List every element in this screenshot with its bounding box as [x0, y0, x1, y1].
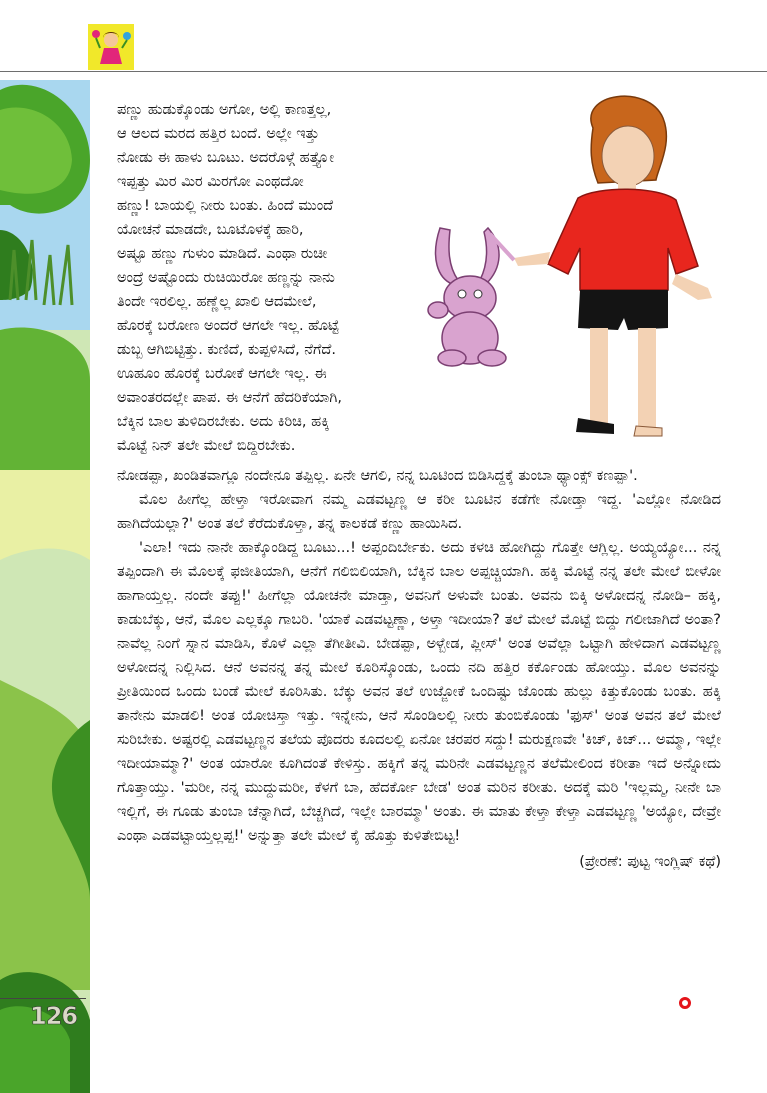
story-line: ಆ ಆಲದ ಮರದ ಹತ್ತಿರ ಬಂದೆ. ಅಲ್ಲೇ ಇತ್ತು: [117, 126, 320, 142]
story-line: ಬೆಕ್ಕಿನ ಬಾಲ ತುಳಿದಿರಬೇಕು. ಅದು ಕಿರಿಚಿ, ಹಕ್ಕಿ: [117, 414, 330, 430]
story-line: ನೋಡು ಈ ಹಾಳು ಬೂಟು. ಅದರೊಳ್ಗೆ ಹತ್ತ್ಯೋ: [117, 150, 335, 166]
story-line: ಊಹೂಂ ಹೊರಕ್ಕೆ ಬರೋಕೆ ಆಗಲೇ ಇಲ್ಲ. ಈ: [117, 366, 327, 382]
story-signature: (ಪ್ರೇರಣೆ: ಪುಟ್ಟ ಇಂಗ್ಲಿಷ್ ಕಥೆ): [579, 854, 721, 870]
story-paragraph: 'ಎಲಾ! ಇದು ನಾನೇ ಹಾಕ್ಕೊಂಡಿದ್ದ ಬೂಟು...! ಅಪ್ಪಂದಿರ್ಬೇಕು. ಅದು ಕಳಚಿ ಹೋಗಿದ್ದು ಗೊತ್ತೇ ಆಗ್ಲಿಲ್ಲ. ಅಯ್ಯಯ್ಯೋ... ನನ್ನ ತಪ್ಪಿಂದಾಗಿ ಈ ಮೊಲಕ್ಕೆ ಫಜೀತಿಯಾಗಿ, ಆನೆಗೆ ಗಲಿಬಿಲಿಯಾಗಿ, ಬೆಕ್ಕಿನ ಬಾಲ ಅಪ್ಪಚ್ಚಿಯಾಗಿ. ಹಕ್ಕಿ ಮೊಟ್ಟೆ ನನ್ನ ತಲೇ ಮೇಲೆ ಬೀಳೋ ಹಾಗಾಯ್ತಲ್ಲ. ನಂದೇ ತಪ್ಪು!' ಹೀಗೆಲ್ಲಾ ಯೋಚನೇ ಮಾಡ್ತಾ, ಅವನಿಗೆ ಅಳುವೇ ಬಂತು. ಅವನು ಬಿಕ್ಕಿ ಅಳೋದನ್ನ ನೋಡಿ– ಹಕ್ಕಿ, ಕಾಡುಬೆಕ್ಕು, ಆನೆ, ಮೊಲ ಎಲ್ಲಕ್ಕೂ ಗಾಬರಿ. 'ಯಾಕೆ ಎಡವಟ್ಟಣ್ಣಾ, ಅಳ್ತಾ ಇದೀಯಾ? ತಲೆ ಮೇಲೆ ಮೊಟ್ಟೆ ಬಿದ್ದು ಗಲೀಜಾಗಿದೆ ಅಂತಾ? ನಾವೆಲ್ಲ ನಿಂಗೆ ಸ್ನಾನ ಮಾಡಿಸಿ, ಕೊಳೆ ಎಲ್ಲಾ ತೆಗೀತೀವಿ. ಬೇಡಪ್ಪಾ, ಅಳ್ಬೇಡ, ಪ್ಲೀಸ್' ಅಂತ ಅವೆಲ್ಲಾ ಒಟ್ಟಾಗಿ ಹೇಳಿದಾಗ ಎಡವಟ್ಟಣ್ಣ ಅಳೋದನ್ನ ನಿಲ್ಲಿಸಿದ. ಆನೆ ಅವನನ್ನ ತನ್ನ ಮೇಲೆ ಕೂರಿಸ್ಕೊಂಡು, ಒಂದು ನದಿ ಹತ್ತಿರ ಕರ್ಕೊಂಡು ಹೋಯ್ತು. ಮೊಲ ಅವನನ್ನು ಪ್ರೀತಿಯಿಂದ ಒಂದು ಬಂಡೆ ಮೇಲೆ ಕೂರಿಸಿತು. ಬೆಕ್ಕು ಅವನ ತಲೆ ಉಜ್ಜೋಕೆ ಒಂದಿಷ್ಟು ಜೊಂಡು ಹುಲ್ಲು ಕಿತ್ತುಕೊಂಡು ಬಂತು. ಹಕ್ಕಿ ತಾನೇನು ಮಾಡಲಿ! ಅಂತ ಯೋಚಿಸ್ತಾ ಇತ್ತು. ಇನ್ನೇನು, ಆನೆ ಸೊಂಡಿಲಲ್ಲಿ ನೀರು ತುಂಬಿಕೊಂಡು 'ಫುಸ್' ಅಂತ ಅವನ ತಲೆ ಮೇಲೆ ಸುರಿಬೇಕು. ಅಷ್ಟರಲ್ಲಿ ಎಡವಟ್ಟಣ್ಣನ ತಲೆಯ ಪೊದರು ಕೂದಲಲ್ಲಿ ಏನೋ ಚರಪರ ಸದ್ದು! ಮರುಕ್ಷಣವೇ 'ಕಿಚ್, ಕಿಚ್... ಅಮ್ಮಾ, ಇಲ್ಲೇ ಇದೀಯಾಮ್ಮಾ?' ಅಂತ ಯಾರೋ ಕೂಗಿದಂತೆ ಕೇಳಿಸ್ತು. ಹಕ್ಕಿಗೆ ತನ್ನ ಮರಿನೇ ಎಡವಟ್ಟಣ್ಣನ ತಲೆಮೇಲಿಂದ ಕರೀತಾ ಇದೆ ಅನ್ನೋದು ಗೊತ್ತಾಯ್ತು. 'ಮರೀ, ನನ್ನ ಮುದ್ದುಮರೀ, ಕೆಳಗೆ ಬಾ, ಹೆದರ್ಕೋ ಬೇಡ' ಅಂತ ಮರಿನ ಕರೀತು. ಅದಕ್ಕೆ ಮರಿ 'ಇಲ್ಲಮ್ಮ, ನೀನೇ ಬಾ ಇಲ್ಲಿಗೆ, ಈ ಗೂಡು ತುಂಬಾ ಚೆನ್ನಾಗಿದೆ, ಬೆಚ್ಚಗಿದೆ, ಇಲ್ಲೇ ಬಾರಮ್ಮಾ' ಅಂತು. ಈ ಮಾತು ಕೇಳ್ತಾ ಕೇಳ್ತಾ ಎಡವಟ್ಟಣ್ಣ 'ಅಯ್ಯೋ, ದೇವ್ರೇ ಎಂಥಾ ಎಡವಟ್ಟಾಯ್ತಲ್ಲಪ್ಪ!' ಅನ್ನುತ್ತಾ ತಲೇ ಮೇಲೆ ಕೈ ಹೊತ್ತು ಕುಳಿತೇಬಿಟ್ಟ!: [117, 540, 721, 844]
story-line: ಮೊಟ್ಟೆ ನಿನ್ ತಲೇ ಮೇಲೆ ಬಿದ್ದಿರಬೇಕು.: [117, 438, 296, 454]
left-decorative-trees: [0, 0, 90, 1093]
girl-with-flowers-logo: [88, 24, 134, 70]
story-line: ತಿಂದೇ ಇರಲಿಲ್ಲ. ಹಣ್ಣೆಲ್ಲ ಖಾಲಿ ಆದಮೇಲೆ,: [117, 294, 317, 310]
story-paragraph: ಮೊಲ ಹೀಗೆಲ್ಲ ಹೇಳ್ತಾ ಇರೋವಾಗ ನಮ್ಮ ಎಡವಟ್ಟಣ್ಣ ಆ ಕರೀ ಬೂಟಿನ ಕಡೆಗೇ ನೋಡ್ತಾ ಇದ್ದ. 'ಎಲ್ಲೋ ನೋಡಿದ ಹಾಗಿದೆಯಲ್ಲಾ?' ಅಂತ ತಲೆ ಕೆರೆದುಕೊಳ್ತಾ, ತನ್ನ ಕಾಲಕಡೆ ಕಣ್ಣು ಹಾಯಿಸಿದ.: [117, 492, 721, 532]
story-text-top: [117, 98, 422, 458]
story-line: ಅಷ್ಟೂ ಹಣ್ಣು ಗುಳುಂ ಮಾಡಿದೆ. ಎಂಥಾ ರುಚೀ: [117, 246, 328, 262]
story-line: ಪಣ್ಣು ಹುಡುಕ್ಕೊಂಡು ಅಗೋ, ಅಲ್ಲಿ ಕಾಣತ್ತಲ್ಲ,: [117, 102, 332, 118]
story-line: ಹೊರಕ್ಕೆ ಬರೋಣ ಅಂದರೆ ಆಗಲೇ ಇಲ್ಲ. ಹೊಟ್ಟೆ: [117, 318, 340, 334]
boy-holding-bunny-illustration: [418, 88, 718, 460]
story-line: ಅಂದ್ರೆ ಅಷ್ಟೊಂದು ರುಚಿಯಿರೋ ಹಣ್ಣನ್ನು ನಾನು: [117, 270, 335, 286]
story-line: ಡುಬ್ಬ ಆಗಿಬಿಟ್ಟಿತ್ತು. ಕುಣಿದೆ, ಕುಪ್ಪಳಿಸಿದೆ, ನೆಗೆದೆ.: [117, 342, 336, 358]
story-text-main: [117, 464, 721, 874]
circle-end-mark: [679, 997, 691, 1009]
page-number-rule: [0, 998, 86, 999]
header-rule: [0, 71, 767, 72]
story-paragraph: ನೋಡಪ್ಪಾ, ಖಂಡಿತವಾಗ್ಲೂ ನಂದೇನೂ ತಪ್ಪಿಲ್ಲ. ಏನೇ ಆಗಲಿ, ನನ್ನ ಬೂಟಿಂದ ಬಿಡಿಸಿದ್ದಕ್ಕೆ ತುಂಬಾ ಥ್ಯಾಂಕ್ಸ್ ಕಣಪ್ಪಾ'.: [117, 468, 638, 484]
story-line: ಅವಾಂತರದಲ್ಲೇ ಪಾಪ. ಈ ಆನೆಗೆ ಹೆದರಿಕೆಯಾಗಿ,: [117, 390, 342, 406]
story-line: ಹಣ್ಣು! ಬಾಯಲ್ಲಿ ನೀರು ಬಂತು. ಹಿಂದೆ ಮುಂದೆ: [117, 198, 334, 214]
page-number: 126: [30, 1002, 78, 1030]
story-line: ಇಪ್ಪತ್ತು ಮಿರ ಮಿರ ಮಿರಗೋ ಎಂಥದೋ: [117, 174, 304, 190]
story-line: ಯೋಚನೆ ಮಾಡದೇ, ಬೂಟೊಳಕ್ಕೆ ಹಾರಿ,: [117, 222, 304, 238]
